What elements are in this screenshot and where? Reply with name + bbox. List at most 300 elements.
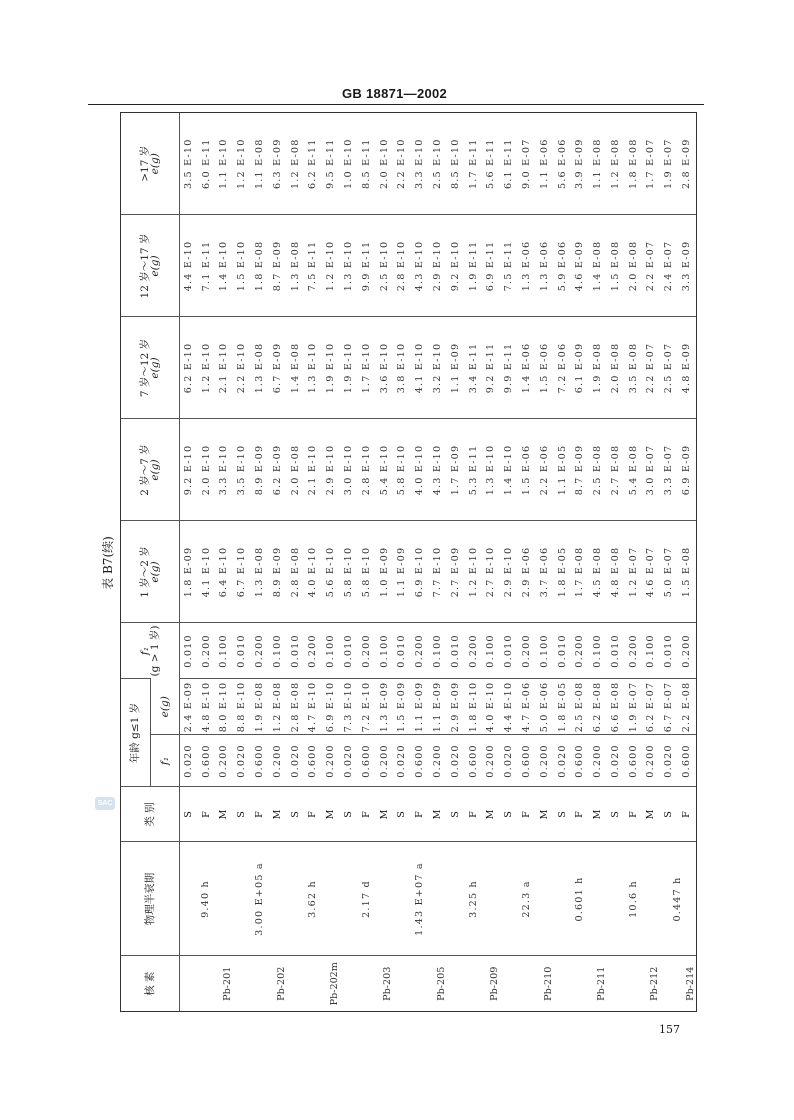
value-cell: 1.3 E-06 — [518, 215, 536, 317]
value-cell: 1.3 E-08 — [287, 215, 305, 317]
value-cell: 7.7 E-10 — [429, 521, 447, 623]
nuclide-cell: Pb-209 — [447, 956, 500, 1011]
table-caption-wrap — [96, 114, 120, 1012]
value-cell: 1.4 E-10 — [500, 419, 518, 521]
value-cell: 7.3 E-10 — [340, 679, 358, 735]
value-cell: 6.2 E-09 — [269, 419, 287, 521]
value-cell: 0.100 — [643, 623, 661, 679]
value-cell: 1.1 E-08 — [592, 138, 604, 190]
value-cell: 2.5 E-08 — [571, 679, 589, 735]
table-row — [233, 113, 251, 1011]
value-cell: 7.2 E-06 — [554, 317, 572, 419]
value-cell: 1.3 E-08 — [251, 317, 269, 419]
value-cell: 7.2 E-10 — [358, 679, 376, 735]
type-cell: M — [536, 787, 554, 842]
value-cell: 1.4 E-10 — [215, 215, 233, 317]
value-cell: 1.5 E-08 — [678, 521, 696, 623]
value-cell: 0.010 — [500, 623, 518, 679]
nuclide-cell: Pb-210 — [500, 956, 553, 1011]
value-cell: 0.020 — [179, 735, 198, 787]
type-cell: M — [643, 787, 661, 842]
col-age-7-12: 7 岁～12 岁 e(g) — [121, 317, 179, 419]
standard-number: GB 18871—2002 — [342, 86, 448, 101]
value-cell: 0.100 — [269, 623, 287, 679]
value-cell: 0.010 — [340, 623, 358, 679]
value-cell: 6.7 E-10 — [233, 521, 251, 623]
type-cell: F — [518, 787, 536, 842]
value-cell: 4.0 E-10 — [411, 419, 429, 521]
value-cell: 2.5 E-10 — [431, 138, 443, 190]
halflife-cell: 3.00 E+05 a — [233, 842, 286, 956]
value-cell: 2.8 E-08 — [287, 679, 305, 735]
value-cell: 4.4 E-10 — [179, 215, 198, 317]
type-cell: M — [376, 787, 394, 842]
value-cell: 2.2 E-07 — [643, 215, 661, 317]
value-cell: 2.4 E-07 — [660, 215, 678, 317]
type-cell: M — [322, 787, 340, 842]
value-cell: 0.200 — [215, 735, 233, 787]
value-cell: 4.8 E-09 — [678, 317, 696, 419]
value-cell: 1.1 E-09 — [411, 679, 429, 735]
nuclide-cell: Pb-211 — [554, 956, 607, 1011]
value-cell: 0.010 — [554, 623, 572, 679]
value-cell: 0.600 — [198, 735, 216, 787]
value-cell: 8.9 E-09 — [251, 419, 269, 521]
value-cell: 1.5 E-10 — [233, 215, 251, 317]
value-cell: 3.5 E-10 — [233, 419, 251, 521]
value-cell: 0.200 — [518, 623, 536, 679]
value-cell: 9.9 E-11 — [358, 215, 376, 317]
halflife-cell: 0.447 h — [660, 842, 696, 956]
value-cell: 3.7 E-06 — [536, 521, 554, 623]
value-cell: 1.8 E-08 — [627, 138, 639, 190]
value-cell: 4.4 E-10 — [500, 679, 518, 735]
value-cell: 2.9 E-10 — [500, 521, 518, 623]
type-cell: M — [482, 787, 500, 842]
value-cell: 5.6 E-06 — [556, 138, 568, 190]
value-cell: 3.3 E-10 — [215, 419, 233, 521]
value-cell: 2.8 E-10 — [393, 215, 411, 317]
col-age-12-17: 12 岁～17 岁 e(g) — [121, 215, 179, 317]
value-cell: 0.100 — [429, 623, 447, 679]
table-row — [607, 113, 625, 1011]
value-cell: 0.200 — [304, 623, 322, 679]
value-cell: 0.020 — [660, 735, 678, 787]
value-cell: 3.3 E-10 — [414, 138, 426, 190]
value-cell: 0.600 — [304, 735, 322, 787]
value-cell: 0.600 — [465, 735, 483, 787]
value-cell: 0.200 — [251, 623, 269, 679]
value-cell: 1.7 E-07 — [645, 138, 657, 190]
value-cell: 8.5 E-11 — [360, 138, 372, 190]
value-cell: 0.200 — [482, 735, 500, 787]
value-cell: 1.3 E-10 — [482, 419, 500, 521]
nuclide-cell: Pb-202m — [287, 956, 340, 1011]
value-cell: 1.8 E-09 — [179, 521, 198, 623]
value-cell: 1.7 E-08 — [571, 521, 589, 623]
table-row — [393, 113, 411, 1011]
value-cell: 5.4 E-10 — [376, 419, 394, 521]
value-cell: 2.2 E-10 — [233, 317, 251, 419]
value-cell: 6.2 E-08 — [589, 679, 607, 735]
value-cell: 6.2 E-10 — [179, 317, 198, 419]
value-cell: 1.9 E-11 — [465, 215, 483, 317]
type-cell: S — [500, 787, 518, 842]
value-cell: 4.0 E-10 — [304, 521, 322, 623]
header-rule — [88, 104, 704, 105]
type-cell: F — [571, 787, 589, 842]
value-cell: 6.2 E-11 — [307, 138, 319, 190]
value-cell: 1.5 E-06 — [518, 419, 536, 521]
value-cell: 2.7 E-08 — [607, 419, 625, 521]
value-cell: 0.020 — [447, 735, 465, 787]
type-cell: F — [625, 787, 643, 842]
value-cell: 5.8 E-10 — [340, 521, 358, 623]
value-cell: 2.0 E-10 — [378, 138, 390, 190]
value-cell: 0.020 — [554, 735, 572, 787]
value-cell: 2.0 E-08 — [625, 215, 643, 317]
value-cell: 0.200 — [322, 735, 340, 787]
value-cell: 2.1 E-10 — [304, 419, 322, 521]
value-cell: 0.200 — [589, 735, 607, 787]
value-cell: 2.0 E-08 — [607, 317, 625, 419]
value-cell: 0.200 — [198, 623, 216, 679]
value-cell: 2.7 E-09 — [447, 521, 465, 623]
value-cell: 0.020 — [393, 735, 411, 787]
value-cell: 5.3 E-11 — [465, 419, 483, 521]
value-cell: 5.8 E-10 — [358, 521, 376, 623]
type-cell: F — [251, 787, 269, 842]
value-cell: 5.8 E-10 — [393, 419, 411, 521]
value-cell: 2.0 E-08 — [287, 419, 305, 521]
value-cell: 1.7 E-10 — [358, 317, 376, 419]
value-cell: 9.0 E-07 — [520, 138, 532, 190]
value-cell: 9.2 E-10 — [447, 215, 465, 317]
value-cell: 5.6 E-11 — [485, 138, 497, 190]
value-cell: 8.9 E-09 — [269, 521, 287, 623]
value-cell: 1.9 E-07 — [663, 138, 675, 190]
value-cell: 2.5 E-08 — [589, 419, 607, 521]
value-cell: 2.9 E-10 — [429, 215, 447, 317]
value-cell: 6.9 E-11 — [482, 215, 500, 317]
value-cell: 2.5 E-07 — [660, 317, 678, 419]
value-cell: 1.2 E-08 — [609, 138, 621, 190]
value-cell: 0.100 — [376, 623, 394, 679]
value-cell: 3.6 E-10 — [376, 317, 394, 419]
type-cell: S — [660, 787, 678, 842]
value-cell: 1.8 E-05 — [554, 679, 572, 735]
nuclide-cell: Pb-201 — [179, 956, 233, 1011]
col-age-2-7: 2 岁～7 岁 e(g) — [121, 419, 179, 521]
value-cell: 6.6 E-08 — [607, 679, 625, 735]
type-cell: S — [554, 787, 572, 842]
value-cell: 6.3 E-09 — [271, 138, 283, 190]
value-cell: 0.200 — [625, 623, 643, 679]
value-cell: 1.8 E-10 — [465, 679, 483, 735]
value-cell: 1.5 E-08 — [607, 215, 625, 317]
value-cell: 9.9 E-11 — [500, 317, 518, 419]
value-cell: 0.200 — [643, 735, 661, 787]
value-cell: 1.5 E-06 — [536, 317, 554, 419]
value-cell: 7.5 E-11 — [304, 215, 322, 317]
value-cell: 4.3 E-10 — [411, 215, 429, 317]
value-cell: 8.0 E-10 — [215, 679, 233, 735]
value-cell: 0.200 — [571, 623, 589, 679]
table-row — [340, 113, 358, 1011]
value-cell: 1.3 E-08 — [251, 521, 269, 623]
type-cell: M — [429, 787, 447, 842]
value-cell: 2.0 E-10 — [198, 419, 216, 521]
value-cell: 4.8 E-10 — [198, 679, 216, 735]
value-cell: 0.200 — [376, 735, 394, 787]
value-cell: 1.1 E-08 — [253, 138, 265, 190]
value-cell: 9.2 E-10 — [179, 419, 198, 521]
value-cell: 4.5 E-08 — [589, 521, 607, 623]
value-cell: 5.0 E-07 — [660, 521, 678, 623]
type-cell: M — [215, 787, 233, 842]
value-cell: 0.600 — [571, 735, 589, 787]
value-cell: 3.8 E-10 — [393, 317, 411, 419]
value-cell: 1.5 E-09 — [393, 679, 411, 735]
value-cell: 1.2 E-10 — [322, 215, 340, 317]
value-cell: 2.8 E-09 — [681, 138, 693, 190]
value-cell: 1.1 E-10 — [218, 138, 230, 190]
value-cell: 1.0 E-09 — [376, 521, 394, 623]
value-cell: 1.2 E-10 — [236, 138, 248, 190]
col-f1-infant: f₁ — [150, 735, 179, 787]
page-number: 157 — [659, 1023, 680, 1036]
value-cell: 1.9 E-10 — [340, 317, 358, 419]
value-cell: 7.5 E-11 — [500, 215, 518, 317]
value-cell: 6.9 E-10 — [322, 679, 340, 735]
value-cell: 2.4 E-09 — [179, 679, 198, 735]
value-cell: 5.0 E-06 — [536, 679, 554, 735]
halflife-cell: 10.6 h — [607, 842, 660, 956]
value-cell: 1.2 E-10 — [198, 317, 216, 419]
type-cell: S — [340, 787, 358, 842]
table-caption: 表 B7(续) — [101, 536, 115, 590]
value-cell: 2.2 E-07 — [643, 317, 661, 419]
value-cell: 6.1 E-11 — [503, 138, 515, 190]
type-cell: S — [287, 787, 305, 842]
value-cell: 4.1 E-10 — [198, 521, 216, 623]
value-cell: 0.200 — [358, 623, 376, 679]
value-cell: 0.010 — [660, 623, 678, 679]
value-cell: 0.010 — [607, 623, 625, 679]
halflife-cell: 0.601 h — [554, 842, 607, 956]
value-cell: 0.600 — [625, 735, 643, 787]
type-cell: M — [269, 787, 287, 842]
value-cell: 1.3 E-10 — [304, 317, 322, 419]
value-cell: 6.4 E-10 — [215, 521, 233, 623]
value-cell: 3.2 E-10 — [429, 317, 447, 419]
table-row — [447, 113, 465, 1011]
table-row — [287, 113, 305, 1011]
value-cell: 4.3 E-10 — [429, 419, 447, 521]
value-cell: 0.100 — [322, 623, 340, 679]
value-cell: 8.5 E-10 — [449, 138, 461, 190]
value-cell: 1.3 E-10 — [340, 215, 358, 317]
value-cell: 8.8 E-10 — [233, 679, 251, 735]
type-cell: S — [607, 787, 625, 842]
col-age-1-2: 1 岁～2 岁 e(g) — [121, 521, 179, 623]
value-cell: 1.8 E-08 — [251, 215, 269, 317]
type-cell: F — [678, 787, 696, 842]
value-cell: 0.010 — [179, 623, 198, 679]
type-cell: F — [198, 787, 216, 842]
value-cell: 0.200 — [465, 623, 483, 679]
nuclide-cell: Pb-202 — [233, 956, 286, 1011]
value-cell: 0.100 — [589, 623, 607, 679]
value-cell: 1.2 E-08 — [289, 138, 301, 190]
value-cell: 3.5 E-08 — [625, 317, 643, 419]
value-cell: 8.7 E-09 — [571, 419, 589, 521]
table-row — [660, 113, 678, 1011]
value-cell: 1.7 E-11 — [467, 138, 479, 190]
value-cell: 0.200 — [678, 623, 696, 679]
halflife-cell: 22.3 a — [500, 842, 553, 956]
sac-watermark-logo: SAC — [95, 797, 115, 810]
col-nuclide: 核 素 — [121, 956, 179, 1011]
value-cell: 2.9 E-10 — [322, 419, 340, 521]
value-cell: 1.4 E-08 — [287, 317, 305, 419]
type-cell: F — [304, 787, 322, 842]
value-cell: 6.9 E-09 — [678, 419, 696, 521]
table-row — [554, 113, 572, 1011]
value-cell: 0.020 — [500, 735, 518, 787]
value-cell: 2.9 E-06 — [518, 521, 536, 623]
value-cell: 8.7 E-09 — [269, 215, 287, 317]
value-cell: 0.600 — [518, 735, 536, 787]
value-cell: 2.7 E-10 — [482, 521, 500, 623]
type-cell: S — [233, 787, 251, 842]
halflife-cell: 2.17 d — [340, 842, 393, 956]
value-cell: 2.8 E-08 — [287, 521, 305, 623]
value-cell: 0.020 — [287, 735, 305, 787]
value-cell: 4.6 E-09 — [571, 215, 589, 317]
value-cell: 1.1 E-05 — [554, 419, 572, 521]
value-cell: 0.020 — [340, 735, 358, 787]
value-cell: 1.4 E-06 — [518, 317, 536, 419]
value-cell: 2.2 E-10 — [396, 138, 408, 190]
value-cell: 0.020 — [607, 735, 625, 787]
value-cell: 2.2 E-06 — [536, 419, 554, 521]
value-cell: 2.9 E-09 — [447, 679, 465, 735]
value-cell: 2.2 E-08 — [678, 679, 696, 735]
value-cell: 6.2 E-07 — [643, 679, 661, 735]
type-cell: S — [447, 787, 465, 842]
value-cell: 5.9 E-06 — [554, 215, 572, 317]
halflife-cell: 1.43 E+07 a — [393, 842, 446, 956]
nuclide-cell: Pb-214 — [660, 956, 696, 1011]
nuclide-cell: Pb-212 — [607, 956, 660, 1011]
value-cell: 1.8 E-05 — [554, 521, 572, 623]
value-cell: 4.7 E-06 — [518, 679, 536, 735]
value-cell: 3.3 E-09 — [678, 215, 696, 317]
value-cell: 1.7 E-09 — [447, 419, 465, 521]
col-halflife: 物理半衰期 — [121, 842, 179, 956]
value-cell: 4.7 E-10 — [304, 679, 322, 735]
value-cell: 1.9 E-10 — [322, 317, 340, 419]
value-cell: 3.3 E-07 — [660, 419, 678, 521]
value-cell: 7.1 E-11 — [198, 215, 216, 317]
dose-coefficient-table — [120, 112, 697, 1012]
value-cell: 0.010 — [287, 623, 305, 679]
value-cell: 4.8 E-08 — [607, 521, 625, 623]
col-f1-older: f₁ (g > 1 岁) — [121, 623, 179, 679]
value-cell: 1.1 E-09 — [447, 317, 465, 419]
value-cell: 0.020 — [233, 735, 251, 787]
value-cell: 6.7 E-09 — [269, 317, 287, 419]
halflife-cell: 9.40 h — [179, 842, 233, 956]
value-cell: 5.6 E-10 — [322, 521, 340, 623]
page-header — [0, 84, 794, 104]
value-cell: 0.100 — [536, 623, 554, 679]
nuclide-cell: Pb-205 — [393, 956, 446, 1011]
table-row — [179, 113, 198, 1011]
value-cell: 9.2 E-11 — [482, 317, 500, 419]
value-cell: 0.200 — [269, 735, 287, 787]
value-cell: 4.0 E-10 — [482, 679, 500, 735]
value-cell: 6.7 E-07 — [660, 679, 678, 735]
value-cell: 3.4 E-11 — [465, 317, 483, 419]
type-cell: F — [358, 787, 376, 842]
value-cell: 0.600 — [411, 735, 429, 787]
value-cell: 1.2 E-08 — [269, 679, 287, 735]
value-cell: 1.2 E-07 — [625, 521, 643, 623]
value-cell: 1.3 E-09 — [376, 679, 394, 735]
value-cell: 6.0 E-11 — [200, 138, 212, 190]
value-cell: 0.100 — [482, 623, 500, 679]
value-cell: 3.0 E-10 — [340, 419, 358, 521]
value-cell: 0.600 — [678, 735, 696, 787]
value-cell: 0.010 — [233, 623, 251, 679]
nuclide-cell: Pb-203 — [340, 956, 393, 1011]
value-cell: 5.4 E-08 — [625, 419, 643, 521]
value-cell: 1.1 E-09 — [429, 679, 447, 735]
type-cell: M — [589, 787, 607, 842]
value-cell: 3.0 E-07 — [643, 419, 661, 521]
value-cell: 4.1 E-10 — [411, 317, 429, 419]
value-cell: 0.200 — [536, 735, 554, 787]
halflife-cell: 3.62 h — [287, 842, 340, 956]
value-cell: 6.1 E-09 — [571, 317, 589, 419]
value-cell: 9.5 E-11 — [325, 138, 337, 190]
type-cell: S — [179, 787, 198, 842]
value-cell: 0.200 — [411, 623, 429, 679]
col-age-group-infant: 年龄 g≤1 岁 — [121, 679, 150, 787]
value-cell: 0.010 — [393, 623, 411, 679]
value-cell: 0.600 — [251, 735, 269, 787]
value-cell: 1.0 E-10 — [342, 138, 354, 190]
value-cell: 1.1 E-09 — [393, 521, 411, 623]
type-cell: F — [465, 787, 483, 842]
value-cell: 1.4 E-08 — [589, 215, 607, 317]
value-cell: 0.100 — [215, 623, 233, 679]
value-cell: 1.9 E-08 — [251, 679, 269, 735]
value-cell: 2.8 E-10 — [358, 419, 376, 521]
type-cell: F — [411, 787, 429, 842]
value-cell: 3.9 E-09 — [574, 138, 586, 190]
value-cell: 2.5 E-10 — [376, 215, 394, 317]
col-age-adult: >17 岁 e(g) — [121, 113, 179, 215]
type-cell: S — [393, 787, 411, 842]
table-row — [500, 113, 518, 1011]
value-cell: 1.3 E-06 — [536, 215, 554, 317]
value-cell: 2.1 E-10 — [215, 317, 233, 419]
value-cell: 1.2 E-10 — [465, 521, 483, 623]
value-cell: 1.9 E-07 — [625, 679, 643, 735]
